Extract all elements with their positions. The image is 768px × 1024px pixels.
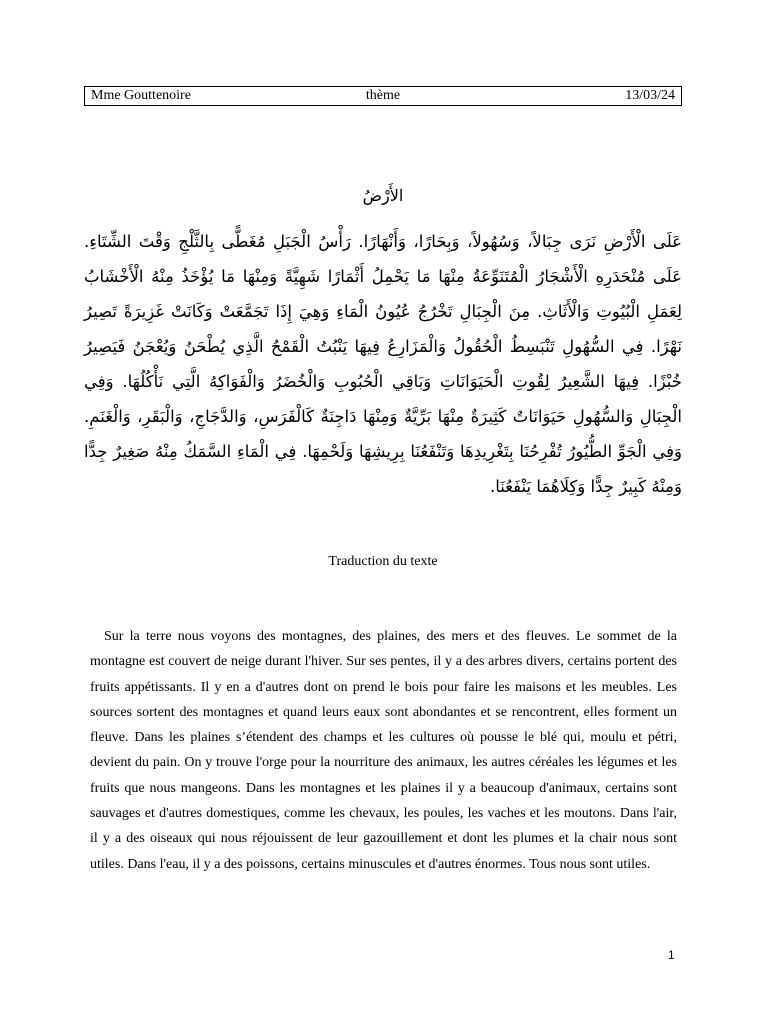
subject-label: thème — [365, 88, 401, 103]
arabic-text: عَلَى الْأَرْضِ نَرَى جِبَالاً، وَسُهُولاً، وَبِحَارًا، وَأَنْهَارًا. رَأْسُ الْجَبَلِ مُغَطًّى بِالثَّلْجِ وَقْتَ الشِّتَاءِ. عَلَى مُنْحَدَرِهِ الْأَشْجَارُ الْمُتَنَوِّعَةُ مِنْهَا مَا يَحْمِلُ أَثْمَارًا شَهِيَّةً وَمِنْهَا مَا يُؤْخَذُ مِنْهُ الْأَخْشَابُ لِعَمَلِ الْبُيُوتِ وَالْأَثَاثِ. مِنَ الْجِبَالِ تَخْرُجُ عُيُونُ الْمَاءِ وَهِيَ إِذَا تَجَمَّعَتْ وَكَانَتْ غَزِيرَةً تَصِيرُ نَهْرًا. فِي السُّهُولِ تَنْبَسِطُ الْحُقُولُ وَالْمَزَارِعُ فِيهَا يَنْبُتُ الْقَمْحُ الَّذِي يُطْحَنُ وَيُعْجَنُ فَيَصِيرُ خُبْزًا. فِيهَا الشَّعِيرُ لِقُوتِ الْحَيَوَانَاتِ وَبَاقِي الْحُبُوبِ وَالْخُضَرُ وَالْفَوَاكِهُ الَّتِي نَأْكُلُهَا. وَفِي الْجِبَالِ وَالسُّهُولِ حَيَوَانَاتٌ كَثِيرَةٌ مِنْهَا بَرِّيَّةٌ وَمِنْهَا دَاجِنَةٌ كَالْفَرَسِ، وَالدَّجَاجِ، وَالْبَقَرِ، وَالْغَنَمِ. وَفِي الْجَوِّ الطُّيُورُ تُفْرِحُنَا بِتَغْرِيدِهَا وَتَنْفَعُنَا بِرِيشِهَا وَلَحْمِهَا. فِي الْمَاءِ السَّمَكُ مِنْهُ صَغِيرٌ جِدًّا وَمِنْهُ كَبِيرٌ جِدًّا وَكِلَاهُمَا يَنْفَعُنَا. — [84, 232, 682, 496]
page-number: 1 — [668, 948, 675, 962]
translation-title: Traduction du texte — [328, 554, 438, 569]
document-header — [84, 86, 682, 106]
arabic-title: الأَرْضُ — [362, 186, 404, 205]
translation-text: Sur la terre nous voyons des montagnes, des plaines, des mers et des fleuves. Le sommet de la montagne est couvert de neige durant l'hiver. Sur ses pentes, il y a des arbres divers, certains portent des fruits appétissants. Il y en a d'autres dont on prend le bois pour faire les maisons et les meubles. Les sources sortent des montagnes et quand leurs eaux sont abondantes et se rencontrent, elles forment un fleuve. Dans les plaines s’étendent des champs et les cultures où pousse le blé qui, moulu et pétri, devient du pain. On y trouve l'orge pour la nourriture des animaux, les autres céréales les légumes et les fruits que nous mangeons. Dans les montagnes et les plaines il y a beaucoup d'animaux, certains sont sauvages et d'autres domestiques, comme les chevaux, les poules, les vaches et les moutons. Dans l'air, il y a des oiseaux qui nous réjouissent de leur gazouillement et dont les plumes et la chair nous sont utiles. Dans l'eau, il y a des poissons, certains minuscules et d'autres énormes. Tous nous sont utiles. — [90, 629, 677, 872]
document-date: 13/03/24 — [625, 88, 675, 103]
author-name: Mme Gouttenoire — [91, 88, 191, 103]
